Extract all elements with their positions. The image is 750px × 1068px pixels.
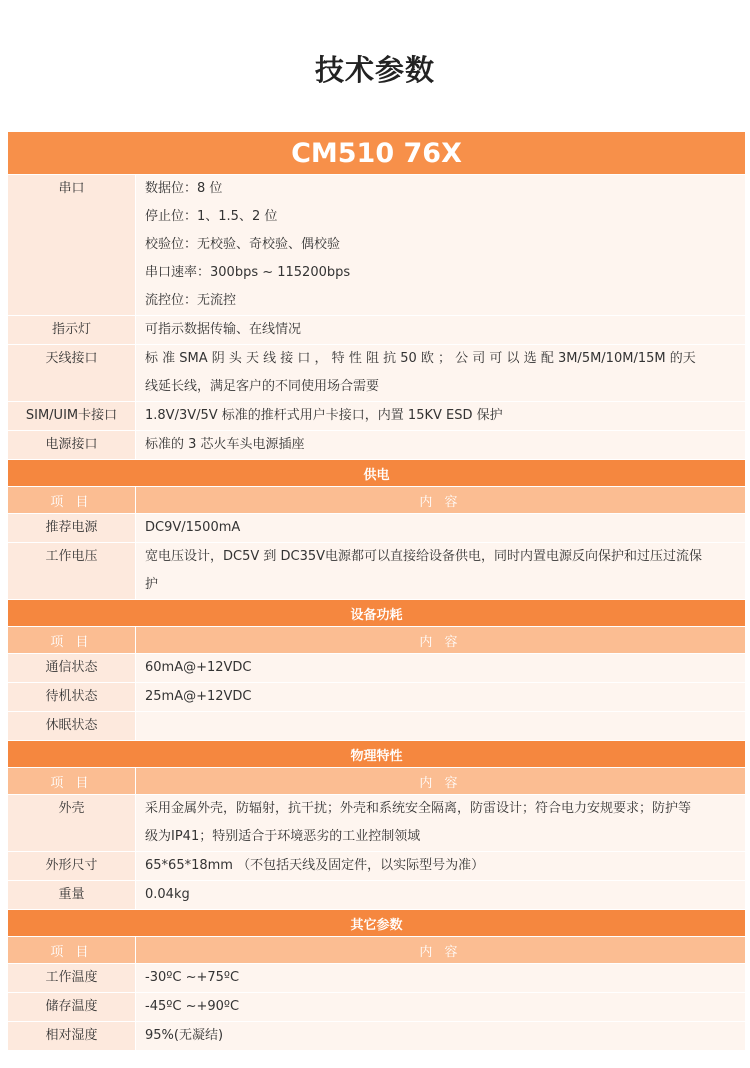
spec-value-line: 65*65*18mm （不包括天线及固定件，以实际型号为准） (145, 858, 485, 873)
spec-row (8, 881, 746, 910)
spec-row (8, 175, 746, 316)
spec-label: 电源接口 (8, 431, 136, 460)
spec-value (136, 654, 746, 683)
spec-row (8, 1022, 746, 1051)
spec-label: 通信状态 (8, 654, 136, 683)
spec-value-line: 可指示数据传输、在线情况 (145, 322, 302, 337)
section-title: 其它参数 (8, 910, 746, 937)
spec-value-line: 60mA@+12VDC (145, 660, 252, 675)
spec-value-line: 校验位：无校验、奇校验、偶校验 (145, 237, 341, 252)
spec-table-body (8, 132, 746, 1051)
spec-label: 串口 (8, 175, 136, 316)
spec-row (8, 712, 746, 741)
spec-row (8, 402, 746, 431)
section-title: 物理特性 (8, 741, 746, 768)
spec-label: 指示灯 (8, 316, 136, 345)
spec-value-line: 级为IP41；特别适合于环境恶劣的工业控制领域 (145, 829, 421, 844)
spec-label: 工作温度 (8, 964, 136, 993)
spec-value (136, 514, 746, 543)
spec-label: 储存温度 (8, 993, 136, 1022)
spec-row (8, 852, 746, 881)
spec-label: 相对湿度 (8, 1022, 136, 1051)
spec-value-line: 25mA@+12VDC (145, 689, 252, 704)
spec-row (8, 345, 746, 402)
spec-value-line (145, 712, 739, 740)
spec-value (136, 964, 746, 993)
spec-row (8, 993, 746, 1022)
section-header-row (8, 460, 746, 487)
spec-label: 休眠状态 (8, 712, 136, 741)
section-title: 供电 (8, 460, 746, 487)
spec-label: SIM/UIM卡接口 (8, 402, 136, 431)
column-header-row (8, 937, 746, 964)
section-title: 设备功耗 (8, 600, 746, 627)
spec-value (136, 852, 746, 881)
spec-value-line: 采用金属外壳，防辐射，抗干扰；外壳和系统安全隔离，防雷设计；符合电力安规要求；防护等 (145, 801, 692, 816)
column-header-item: 项 目 (8, 487, 136, 514)
page-title: 技术参数 (314, 53, 435, 87)
spec-value-line: -30ºC ~+75ºC (145, 970, 240, 985)
spec-value-line: 护 (145, 577, 159, 592)
spec-row (8, 683, 746, 712)
spec-value-line: DC9V/1500mA (145, 520, 241, 535)
column-header-row (8, 627, 746, 654)
column-header-content: 内 容 (136, 487, 746, 514)
spec-value-line: 1.8V/3V/5V 标准的推杆式用户卡接口，内置 15KV ESD 保护 (145, 408, 503, 423)
column-header-content: 内 容 (136, 768, 746, 795)
spec-value-line: 95%(无凝结) (145, 1028, 224, 1043)
spec-row (8, 514, 746, 543)
model-banner: CM510 76X (8, 132, 746, 175)
spec-value (136, 345, 746, 402)
spec-label: 外形尺寸 (8, 852, 136, 881)
spec-value (136, 1022, 746, 1051)
spec-row (8, 964, 746, 993)
spec-value (136, 993, 746, 1022)
spec-row (8, 795, 746, 852)
spec-value-line: 停止位：1、1.5、2 位 (145, 209, 278, 224)
spec-row (8, 654, 746, 683)
model-banner-row (8, 132, 746, 175)
column-header-row (8, 487, 746, 514)
spec-value (136, 881, 746, 910)
spec-value (136, 712, 746, 741)
spec-value (136, 543, 746, 600)
section-header-row (8, 741, 746, 768)
spec-row (8, 431, 746, 460)
spec-value-line: 串口速率：300bps ~ 115200bps (145, 265, 351, 280)
column-header-content: 内 容 (136, 627, 746, 654)
section-header-row (8, 910, 746, 937)
column-header-row (8, 768, 746, 795)
spec-row (8, 316, 746, 345)
spec-label: 重量 (8, 881, 136, 910)
spec-label: 天线接口 (8, 345, 136, 402)
spec-label: 外壳 (8, 795, 136, 852)
spec-value-line: 数据位：8 位 (145, 181, 223, 196)
spec-label: 推荐电源 (8, 514, 136, 543)
spec-label: 待机状态 (8, 683, 136, 712)
spec-value-line: -45ºC ~+90ºC (145, 999, 240, 1014)
spec-value (136, 431, 746, 460)
column-header-item: 项 目 (8, 937, 136, 964)
spec-value-line: 0.04kg (145, 887, 190, 902)
spec-value (136, 175, 746, 316)
column-header-item: 项 目 (8, 768, 136, 795)
spec-value (136, 795, 746, 852)
spec-value-line: 标 准 SMA 阴 头 天 线 接 口 ， 特 性 阻 抗 50 欧 ； 公 司 可 以 选 配 3M/5M/10M/15M 的天 (145, 351, 696, 366)
spec-value-line: 流控位：无流控 (145, 293, 237, 308)
spec-value (136, 402, 746, 431)
section-header-row (8, 600, 746, 627)
column-header-content: 内 容 (136, 937, 746, 964)
spec-label: 工作电压 (8, 543, 136, 600)
spec-value (136, 316, 746, 345)
spec-value (136, 683, 746, 712)
spec-value-line: 宽电压设计，DC5V 到 DC35V电源都可以直接给设备供电，同时内置电源反向保护和过压过流保 (145, 549, 703, 564)
spec-table (7, 131, 746, 1051)
spec-row (8, 543, 746, 600)
column-header-item: 项 目 (8, 627, 136, 654)
spec-value-line: 线延长线，满足客户的不同使用场合需要 (145, 379, 380, 394)
spec-value-line: 标准的 3 芯火车头电源插座 (145, 437, 305, 452)
